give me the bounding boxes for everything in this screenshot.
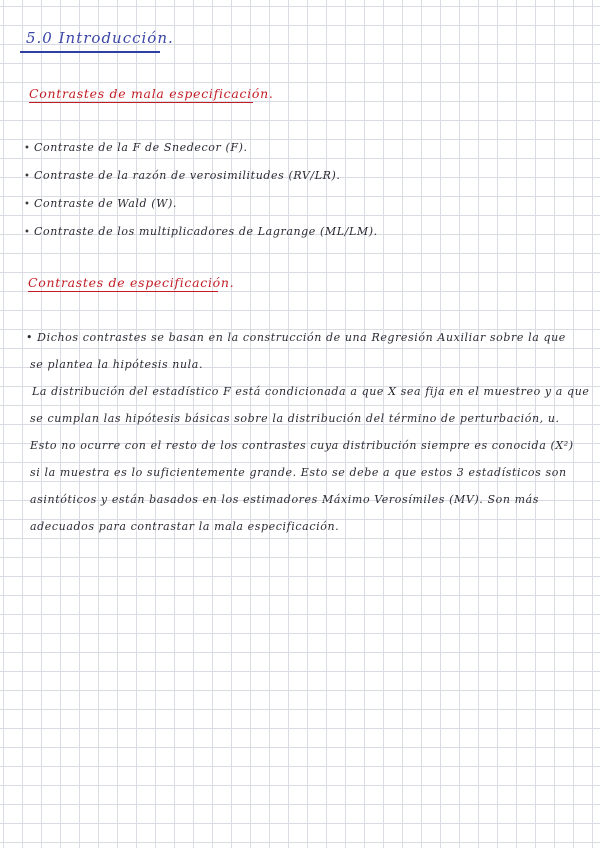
paragraph-line-text: asintóticos y están basados en los estimadores Máximo Verosímiles (MV). Son más xyxy=(30,493,540,506)
section-heading-especificacion: Contrastes de especificación. xyxy=(28,275,235,290)
paragraph-line xyxy=(26,515,581,542)
paragraph-line xyxy=(26,434,581,461)
paragraph-line-text: • Dichos contrastes se basan en la construcción de una Regresión Auxiliar sobre la que xyxy=(26,331,566,344)
list-item-text: Contraste de los multiplicadores de Lagrange (ML/LM). xyxy=(34,225,378,238)
bullet-dot-icon: • xyxy=(24,227,30,238)
heading-underline xyxy=(28,291,218,292)
bullet-dot-icon: • xyxy=(24,171,30,182)
explanation-paragraph xyxy=(26,326,590,542)
paragraph-line-text: Esto no ocurre con el resto de los contrastes cuya distribución siempre es conocida (X²) xyxy=(30,439,574,452)
paragraph-line-text: adecuados para contrastar la mala especificación. xyxy=(30,520,340,533)
title-underline xyxy=(20,51,160,53)
paragraph-line-text: si la muestra es lo suficientemente grande. Esto se debe a que estos 3 estadísticos son xyxy=(30,466,567,479)
list-item xyxy=(24,220,584,248)
list-item-text: Contraste de Wald (W). xyxy=(34,197,178,210)
paragraph-line xyxy=(26,461,581,488)
paragraph-line-text: se plantea la hipótesis nula. xyxy=(30,358,204,371)
list-item-text: Contraste de la F de Snedecor (F). xyxy=(34,141,248,154)
section-heading-mala-especificacion: Contrastes de mala especificación. xyxy=(29,86,274,101)
list-item-text: Contraste de la razón de verosimilitudes (RV/LR). xyxy=(34,169,341,182)
paragraph-line-text: La distribución del estadístico F está condicionada a que X sea fija en el muestreo y a que xyxy=(32,385,590,398)
bullet-dot-icon: • xyxy=(24,143,30,154)
paragraph-line-text: se cumplan las hipótesis básicas sobre la distribución del término de perturbación, u. xyxy=(30,412,560,425)
paragraph-line xyxy=(26,353,581,380)
contrast-list xyxy=(24,136,584,248)
list-item xyxy=(24,192,584,220)
list-item xyxy=(24,164,584,192)
paragraph-line xyxy=(26,380,590,407)
paragraph-line xyxy=(26,407,581,434)
heading-underline xyxy=(29,102,253,103)
list-item xyxy=(24,136,584,164)
paragraph-line xyxy=(26,488,581,515)
bullet-dot-icon: • xyxy=(24,199,30,210)
page-title: 5.0 Introducción. xyxy=(26,29,174,47)
paragraph-line xyxy=(26,326,581,353)
